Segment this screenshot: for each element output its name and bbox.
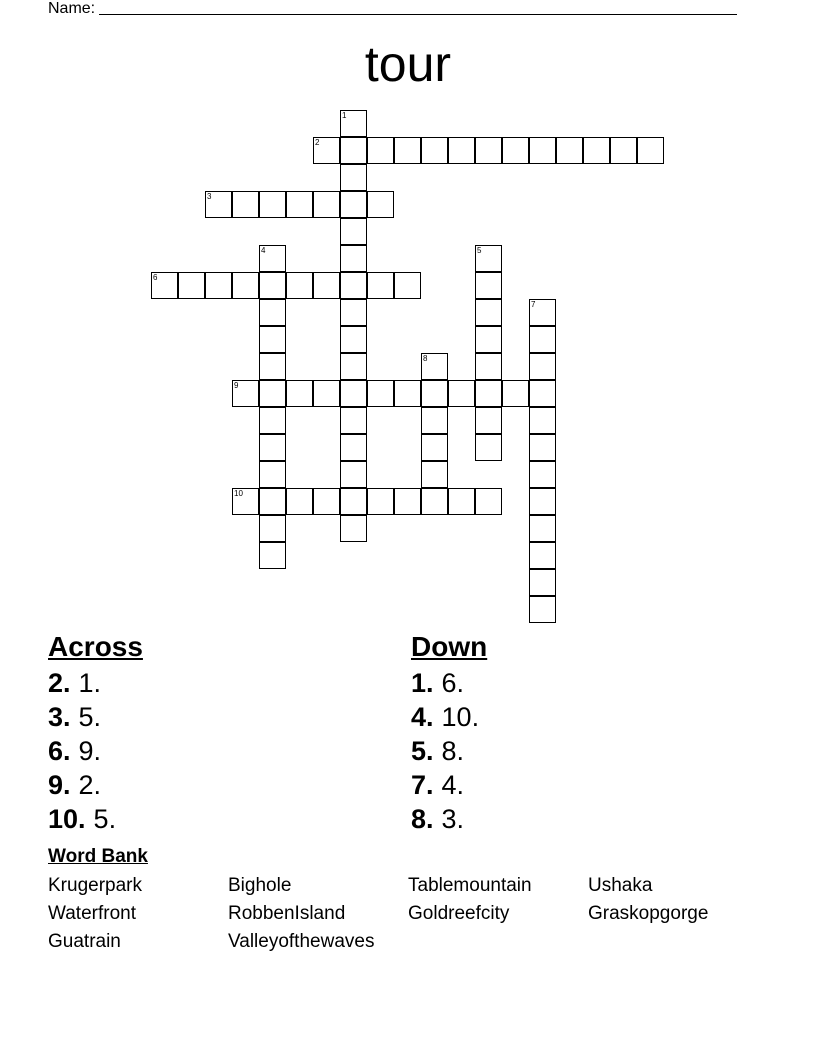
crossword-cell[interactable] [529, 542, 556, 569]
crossword-cell[interactable] [556, 137, 583, 164]
down-clue [411, 802, 479, 836]
crossword-cell[interactable] [448, 380, 475, 407]
crossword-cell[interactable] [529, 434, 556, 461]
cell-number: 3 [207, 192, 212, 201]
clue-text: 1. [78, 668, 102, 698]
crossword-cell[interactable] [394, 488, 421, 515]
word-bank-heading: Word Bank [48, 846, 148, 867]
crossword-cell[interactable] [475, 434, 502, 461]
clue-number: 6. [48, 736, 71, 766]
crossword-cell[interactable] [340, 164, 367, 191]
crossword-cell[interactable] [421, 407, 448, 434]
crossword-cell[interactable] [637, 137, 664, 164]
crossword-cell[interactable] [583, 137, 610, 164]
crossword-cell[interactable] [367, 488, 394, 515]
down-clue [411, 666, 479, 700]
crossword-cell[interactable] [475, 407, 502, 434]
clue-number: 2. [48, 668, 71, 698]
crossword-cell[interactable] [259, 245, 286, 272]
clue-number: 1. [411, 668, 434, 698]
crossword-cell[interactable] [259, 299, 286, 326]
cell-number: 8 [423, 354, 428, 363]
cell-number: 9 [234, 381, 239, 390]
crossword-cell[interactable] [313, 272, 340, 299]
crossword-cell[interactable] [367, 272, 394, 299]
clue-text: 8. [441, 736, 465, 766]
cell-number: 2 [315, 138, 320, 147]
crossword-cell[interactable] [259, 542, 286, 569]
crossword-cell[interactable] [475, 245, 502, 272]
crossword-cell[interactable] [529, 299, 556, 326]
crossword-cell[interactable] [529, 353, 556, 380]
crossword-cell[interactable] [340, 461, 367, 488]
clue-number: 3. [48, 702, 71, 732]
across-clue [48, 768, 116, 802]
crossword-cell[interactable] [205, 272, 232, 299]
crossword-cell[interactable] [259, 326, 286, 353]
crossword-cell[interactable] [340, 218, 367, 245]
down-clue [411, 768, 479, 802]
crossword-cell[interactable] [340, 515, 367, 542]
crossword-cell[interactable] [259, 272, 286, 299]
clue-text: 9. [78, 736, 102, 766]
crossword-cell[interactable] [259, 515, 286, 542]
word-bank-item: Tablemountain [408, 875, 532, 896]
down-clue [411, 700, 479, 734]
crossword-cell[interactable] [421, 488, 448, 515]
crossword-cell[interactable] [232, 272, 259, 299]
clue-number: 7. [411, 770, 434, 800]
crossword-cell[interactable] [232, 488, 259, 515]
crossword-cell[interactable] [340, 488, 367, 515]
crossword-cell[interactable] [475, 488, 502, 515]
clue-number: 10. [48, 804, 86, 834]
crossword-cell[interactable] [259, 434, 286, 461]
crossword-cell[interactable] [340, 434, 367, 461]
crossword-cell[interactable] [529, 515, 556, 542]
crossword-cell[interactable] [151, 272, 178, 299]
crossword-cell[interactable] [529, 461, 556, 488]
across-clue [48, 700, 116, 734]
across-heading: Across [48, 631, 143, 662]
crossword-cell[interactable] [529, 137, 556, 164]
crossword-cell[interactable] [340, 110, 367, 137]
crossword-cell[interactable] [259, 461, 286, 488]
crossword-cell[interactable] [367, 137, 394, 164]
cell-number: 6 [153, 273, 158, 282]
clue-text: 5. [93, 804, 117, 834]
word-bank-item: RobbenIsland [228, 903, 346, 924]
crossword-cell[interactable] [529, 488, 556, 515]
crossword-cell[interactable] [475, 326, 502, 353]
clue-text: 2. [78, 770, 102, 800]
crossword-cell[interactable] [475, 353, 502, 380]
crossword-cell[interactable] [286, 380, 313, 407]
crossword-cell[interactable] [394, 137, 421, 164]
crossword-cell[interactable] [502, 137, 529, 164]
across-clue [48, 734, 116, 768]
crossword-cell[interactable] [205, 191, 232, 218]
clue-number: 4. [411, 702, 434, 732]
word-bank-item: Goldreefcity [408, 903, 510, 924]
puzzle-title: tour [364, 36, 452, 92]
crossword-cell[interactable] [529, 596, 556, 623]
cell-number: 10 [234, 489, 243, 498]
across-clue [48, 802, 116, 836]
crossword-cell[interactable] [367, 380, 394, 407]
word-bank-item: Ushaka [588, 875, 653, 896]
word-bank-item: Guatrain [48, 931, 121, 952]
across-clue [48, 666, 116, 700]
down-heading: Down [411, 631, 488, 662]
crossword-cell[interactable] [529, 569, 556, 596]
clue-text: 5. [78, 702, 102, 732]
down-clue-list [411, 666, 479, 836]
crossword-cell[interactable] [475, 137, 502, 164]
crossword-cell[interactable] [394, 380, 421, 407]
crossword-cell[interactable] [340, 137, 367, 164]
down-clue [411, 734, 479, 768]
word-bank [48, 874, 768, 958]
crossword-cell[interactable] [286, 191, 313, 218]
cell-number: 5 [477, 246, 482, 255]
crossword-cell[interactable] [259, 191, 286, 218]
crossword-cell[interactable] [340, 299, 367, 326]
crossword-cell[interactable] [340, 380, 367, 407]
crossword-cell[interactable] [502, 380, 529, 407]
crossword-cell[interactable] [340, 191, 367, 218]
across-clue-list [48, 666, 116, 836]
clue-number: 9. [48, 770, 71, 800]
word-bank-item: Waterfront [48, 903, 136, 924]
word-bank-item: Graskopgorge [588, 903, 709, 924]
cell-number: 1 [342, 111, 347, 120]
name-label: Name: [48, 0, 96, 17]
crossword-cell[interactable] [340, 353, 367, 380]
crossword-cell[interactable] [313, 191, 340, 218]
crossword-cell[interactable] [421, 380, 448, 407]
crossword-cell[interactable] [340, 407, 367, 434]
crossword-cell[interactable] [340, 272, 367, 299]
clue-text: 10. [441, 702, 480, 732]
word-bank-item: Bighole [228, 875, 292, 896]
crossword-cell[interactable] [259, 353, 286, 380]
word-bank-item: Valleyofthewaves [228, 931, 375, 952]
crossword-cell[interactable] [421, 461, 448, 488]
crossword-cell[interactable] [313, 137, 340, 164]
crossword-cell[interactable] [475, 380, 502, 407]
crossword-cell[interactable] [340, 326, 367, 353]
clue-text: 3. [441, 804, 465, 834]
crossword-cell[interactable] [340, 245, 367, 272]
crossword-cell[interactable] [394, 272, 421, 299]
crossword-cell[interactable] [421, 434, 448, 461]
crossword-cell[interactable] [232, 380, 259, 407]
crossword-cell[interactable] [529, 407, 556, 434]
crossword-cell[interactable] [178, 272, 205, 299]
crossword-cell[interactable] [529, 380, 556, 407]
crossword-cell[interactable] [313, 380, 340, 407]
crossword-cell[interactable] [313, 488, 340, 515]
crossword-cell[interactable] [259, 380, 286, 407]
clue-text: 6. [441, 668, 465, 698]
crossword-cell[interactable] [421, 137, 448, 164]
clue-number: 8. [411, 804, 434, 834]
crossword-cell[interactable] [475, 272, 502, 299]
crossword-cell[interactable] [448, 137, 475, 164]
crossword-cell[interactable] [286, 272, 313, 299]
crossword-cell[interactable] [475, 299, 502, 326]
crossword-cell[interactable] [421, 353, 448, 380]
crossword-cell[interactable] [367, 191, 394, 218]
crossword-cell[interactable] [259, 407, 286, 434]
crossword-cell[interactable] [232, 191, 259, 218]
crossword-cell[interactable] [448, 488, 475, 515]
crossword-cell[interactable] [259, 488, 286, 515]
crossword-cell[interactable] [286, 488, 313, 515]
crossword-cell[interactable] [610, 137, 637, 164]
cell-number: 4 [261, 246, 266, 255]
clue-text: 4. [441, 770, 465, 800]
cell-number: 7 [531, 300, 536, 309]
word-bank-item: Krugerpark [48, 875, 142, 896]
crossword-cell[interactable] [529, 326, 556, 353]
clue-number: 5. [411, 736, 434, 766]
